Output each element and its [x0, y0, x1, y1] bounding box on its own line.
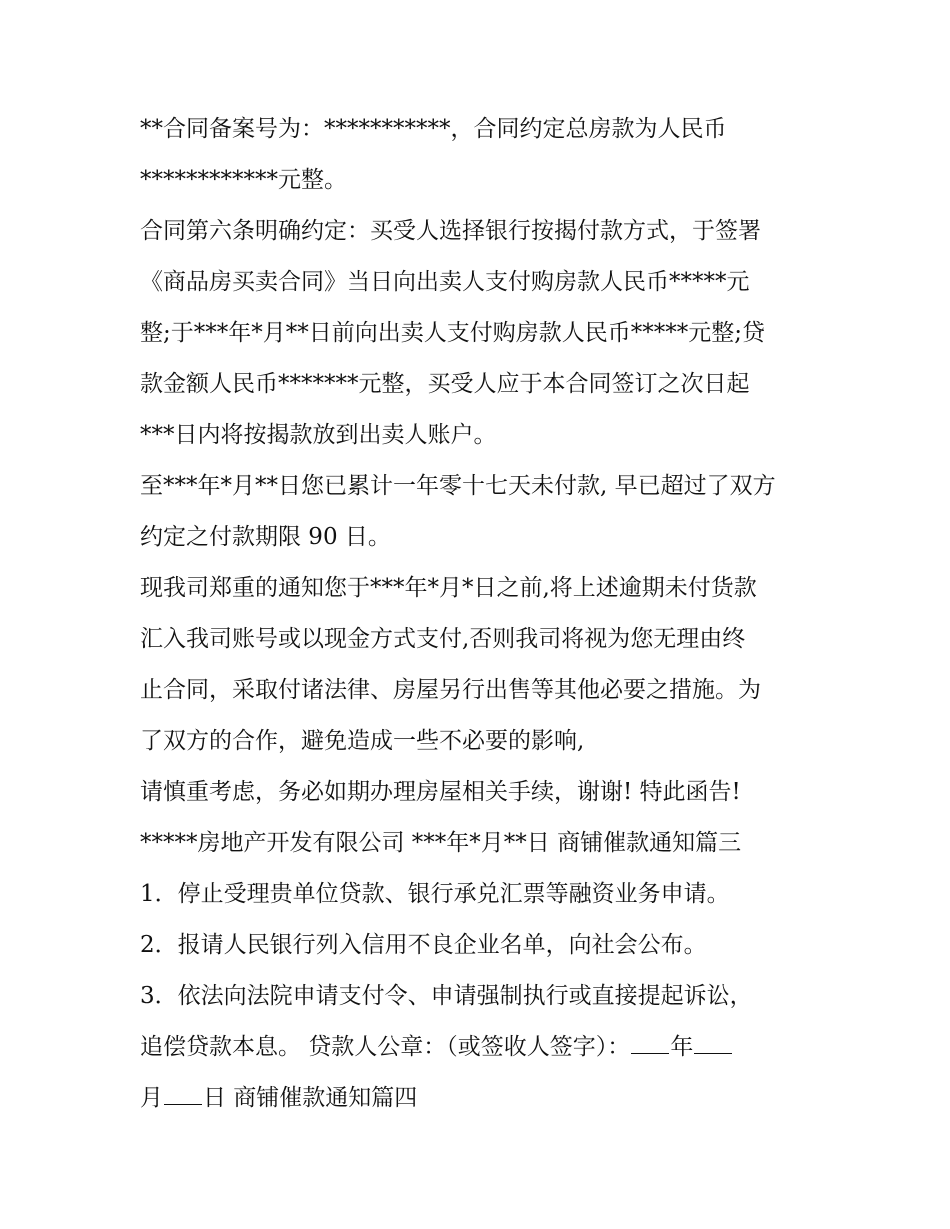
text-line-14: 请慎重考虑，务必如期办理房屋相关手续，谢谢! 特此函告! — [140, 779, 741, 805]
text-line-4: 《商品房买卖合同》当日向出卖人支付购房款人民币*****元 — [140, 269, 750, 295]
signature-line-text: 追偿贷款本息。 贷款人公章：（或签收人签字）： — [140, 1034, 631, 1060]
year-label: 年 — [670, 1034, 694, 1060]
text-line-3: 合同第六条明确约定：买受人选择银行按揭付款方式，于签署 — [140, 218, 761, 244]
text-line-16: 1．停止受理贵单位贷款、银行承兑汇票等融资业务申请。 — [140, 881, 730, 907]
text-line-13: 了双方的合作，避免造成一些不必要的影响, — [140, 728, 585, 754]
text-line-5: 整;于***年*月**日前向出卖人支付购房款人民币*****元整;贷 — [140, 320, 765, 346]
text-line-7: ***日内将按揭款放到出卖人账户。 — [140, 422, 497, 448]
text-line-12: 止合同，采取付诸法律、房屋另行出售等其他必要之措施。为 — [140, 677, 761, 703]
text-line-17: 2．报请人民银行列入信用不良企业名单，向社会公布。 — [140, 932, 707, 958]
date-line — [140, 1077, 820, 1128]
text-line-8: 至***年*月**日您已累计一年零十七天未付款, 早已超过了双方 — [140, 473, 776, 499]
text-line-10: 现我司郑重的通知您于***年*月*日之前,将上述逾期未付货款 — [140, 575, 757, 601]
text-line-9: 约定之付款期限 90 日。 — [140, 524, 391, 550]
month-blank — [694, 1031, 732, 1054]
text-line-6: 款金额人民币*******元整，买受人应于本合同签订之次日起 — [140, 371, 750, 397]
year-blank — [631, 1031, 669, 1054]
month-label: 月 — [140, 1085, 163, 1111]
text-line-2: ************元整。 — [140, 167, 347, 193]
day-blank — [164, 1082, 202, 1105]
text-line-11: 汇入我司账号或以现金方式支付,否则我司将视为您无理由终 — [140, 626, 746, 652]
text-line-15: *****房地产开发有限公司 ***年*月**日 商铺催款通知篇三 — [140, 830, 742, 856]
text-line-1: **合同备案号为：***********，合同约定总房款为人民币 — [140, 116, 727, 142]
date-line-text: 日 商铺催款通知篇四 — [203, 1085, 418, 1111]
text-line-18: 3．依法向法院申请支付令、申请强制执行或直接提起诉讼， — [140, 983, 753, 1009]
signature-line — [140, 1026, 820, 1077]
document-body — [140, 108, 820, 1128]
